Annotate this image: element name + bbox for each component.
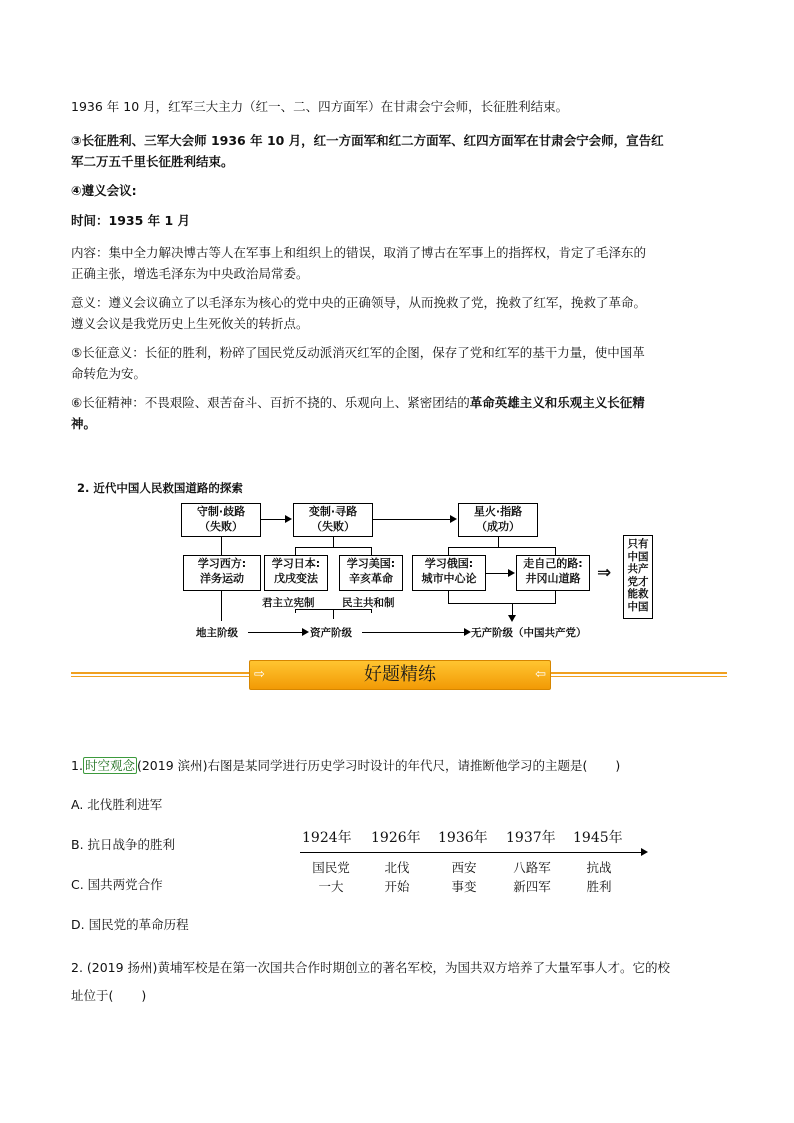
- item4-time: 时间：1935 年 1 月: [71, 213, 191, 228]
- question-1: 1. 时空观念 (2019 滨州)右图是某同学进行历史学习时设计的年代尺，请推断他学习的主题是( ): [71, 758, 621, 773]
- timeline-year: 1926年: [371, 830, 421, 846]
- class-landlord: 地主阶级: [196, 627, 238, 639]
- q1-option-b[interactable]: B. 抗日战争的胜利: [71, 837, 176, 852]
- timeline-event: 西安 事变: [451, 860, 477, 894]
- item5-paragraph: ⑤长征意义：长征的胜利，粉碎了国民党反动派消灭红军的企图，保存了党和红军的基干力量，使中国革 命转危为安。: [71, 345, 645, 381]
- connector-2-branch: [295, 547, 372, 548]
- connector-3-branch: [448, 547, 555, 548]
- arrow-2-3-head: [450, 515, 457, 523]
- box-bianzhi: 变制·寻路 （失败）: [293, 503, 373, 537]
- item3-paragraph: [71, 130, 726, 172]
- connector-3b: [555, 547, 556, 555]
- arrow-2-3-line: [373, 519, 450, 520]
- timeline-event: 抗战 胜利: [586, 860, 612, 894]
- timeline-event: 北伐 开始: [384, 860, 410, 894]
- box-xinghuo: 星火·指路 （成功）: [458, 503, 538, 537]
- connector-1: [221, 537, 222, 555]
- banner-title: 好题精练: [364, 664, 436, 685]
- timeline-year: 1937年: [506, 830, 556, 846]
- connector-2: [333, 537, 334, 547]
- diagram-title: 2. 近代中国人民救国道路的探索: [77, 481, 243, 495]
- item3-text-a: 1936 年 10 月，红一方面军和红二方面军、红四方面军在甘肃会宁会师，宣告红: [206, 133, 664, 148]
- join-bourgeois-a: [295, 609, 296, 613]
- down-yangwu: [221, 591, 222, 621]
- box-jinggang: 走自己的路: 井冈山道路: [516, 555, 590, 591]
- down-jinggang: [555, 591, 556, 603]
- down-chengshi: [448, 591, 449, 603]
- q1-text: (2019 滨州)右图是某同学进行历史学习时设计的年代尺，请推断他学习的主题是(: [136, 758, 588, 773]
- box-chengshi: 学习俄国: 城市中心论: [412, 555, 486, 591]
- timeline-event: 八路军 新四军: [513, 860, 551, 894]
- arrow-4-5-head: [508, 569, 515, 577]
- class-bourgeois: 资产阶级: [310, 627, 352, 639]
- arrow-1-2-head: [285, 515, 292, 523]
- connector-3a: [448, 547, 449, 555]
- label-junzhu: 君主立宪制: [262, 597, 315, 609]
- class-arrow-1-head: [302, 628, 309, 636]
- timeline-axis-head: [641, 848, 648, 856]
- item4-content: 内容：集中全力解决博古等人在军事上和组织上的错误，取消了博古在军事上的指挥权，肯定了毛泽东的 正确主张，增选毛泽东为中央政治局常委。: [71, 245, 647, 281]
- timeline-year: 1945年: [573, 830, 623, 846]
- label-minzhu: 民主共和制: [342, 597, 395, 609]
- box-shouzhi: 守制·歧路 （失败）: [181, 503, 261, 537]
- item4-meaning: 意义：遵义会议确立了以毛泽东为核心的党中央的正确领导，从而挽救了党，挽救了红军，挽救了革命。 遵义会议是我党历史上生死攸关的转折点。: [71, 295, 647, 331]
- intro-line: 1936 年 10 月，红军三大主力（红一、二、四方面军）在甘肃会宁会师，长征胜利结束。: [71, 99, 569, 114]
- q1-number: 1.: [71, 758, 83, 773]
- q1-option-c[interactable]: C. 国共两党合作: [71, 877, 163, 892]
- class-arrow-1: [248, 632, 302, 633]
- item3-text-b: 军二万五千里长征胜利结束。: [71, 154, 234, 169]
- timeline-year: 1936年: [438, 830, 488, 846]
- arrow-4-5-line: [486, 573, 508, 574]
- arrow-left-icon: ⇦: [535, 667, 546, 682]
- box-xinhai: 学习美国: 辛亥革命: [339, 555, 403, 591]
- join-bourgeois-b: [371, 609, 372, 613]
- q1-option-d[interactable]: D. 国民党的革命历程: [71, 917, 189, 932]
- double-arrow-icon: ⇒: [597, 563, 612, 583]
- connector-2a: [295, 547, 296, 555]
- item6-paragraph: ⑥长征精神：不畏艰险、艰苦奋斗、百折不挠的、乐观向上、紧密团结的革命英雄主义和乐观主义长征精 神。: [71, 395, 645, 431]
- class-proletariat: 无产阶级（中国共产党）: [471, 627, 587, 639]
- timeline-axis: [300, 852, 643, 853]
- question-2: 2. (2019 扬州)黄埔军校是在第一次国共合作时期创立的著名军校，为国共双方培养了大量军事人才。它的校 址位于( ): [71, 960, 670, 1003]
- item4-title: ④遵义会议:: [71, 183, 137, 198]
- section-banner: [249, 660, 551, 690]
- down-proletariat-head: [508, 615, 516, 622]
- timeline-event: 国民党 一大: [312, 860, 350, 894]
- box-yangwu: 学习西方: 洋务运动: [183, 555, 261, 591]
- box-wuxu: 学习日本: 戊戌变法: [264, 555, 328, 591]
- arrow-1-2-line: [261, 519, 285, 520]
- down-bourgeois: [333, 609, 334, 619]
- item3-title: ③长征胜利、三军大会师: [71, 133, 207, 148]
- box-final: 只有中国共产党才能救中国: [623, 535, 653, 619]
- timeline-year: 1924年: [302, 830, 352, 846]
- q1-tag: 时空观念: [84, 758, 135, 773]
- arrow-right-icon: ⇨: [254, 667, 265, 682]
- class-arrow-2: [362, 632, 464, 633]
- connector-2b: [371, 547, 372, 555]
- connector-3: [498, 537, 499, 547]
- join-proletariat: [448, 603, 556, 604]
- q1-option-a[interactable]: A. 北伐胜利进军: [71, 797, 163, 812]
- class-arrow-2-head: [464, 628, 471, 636]
